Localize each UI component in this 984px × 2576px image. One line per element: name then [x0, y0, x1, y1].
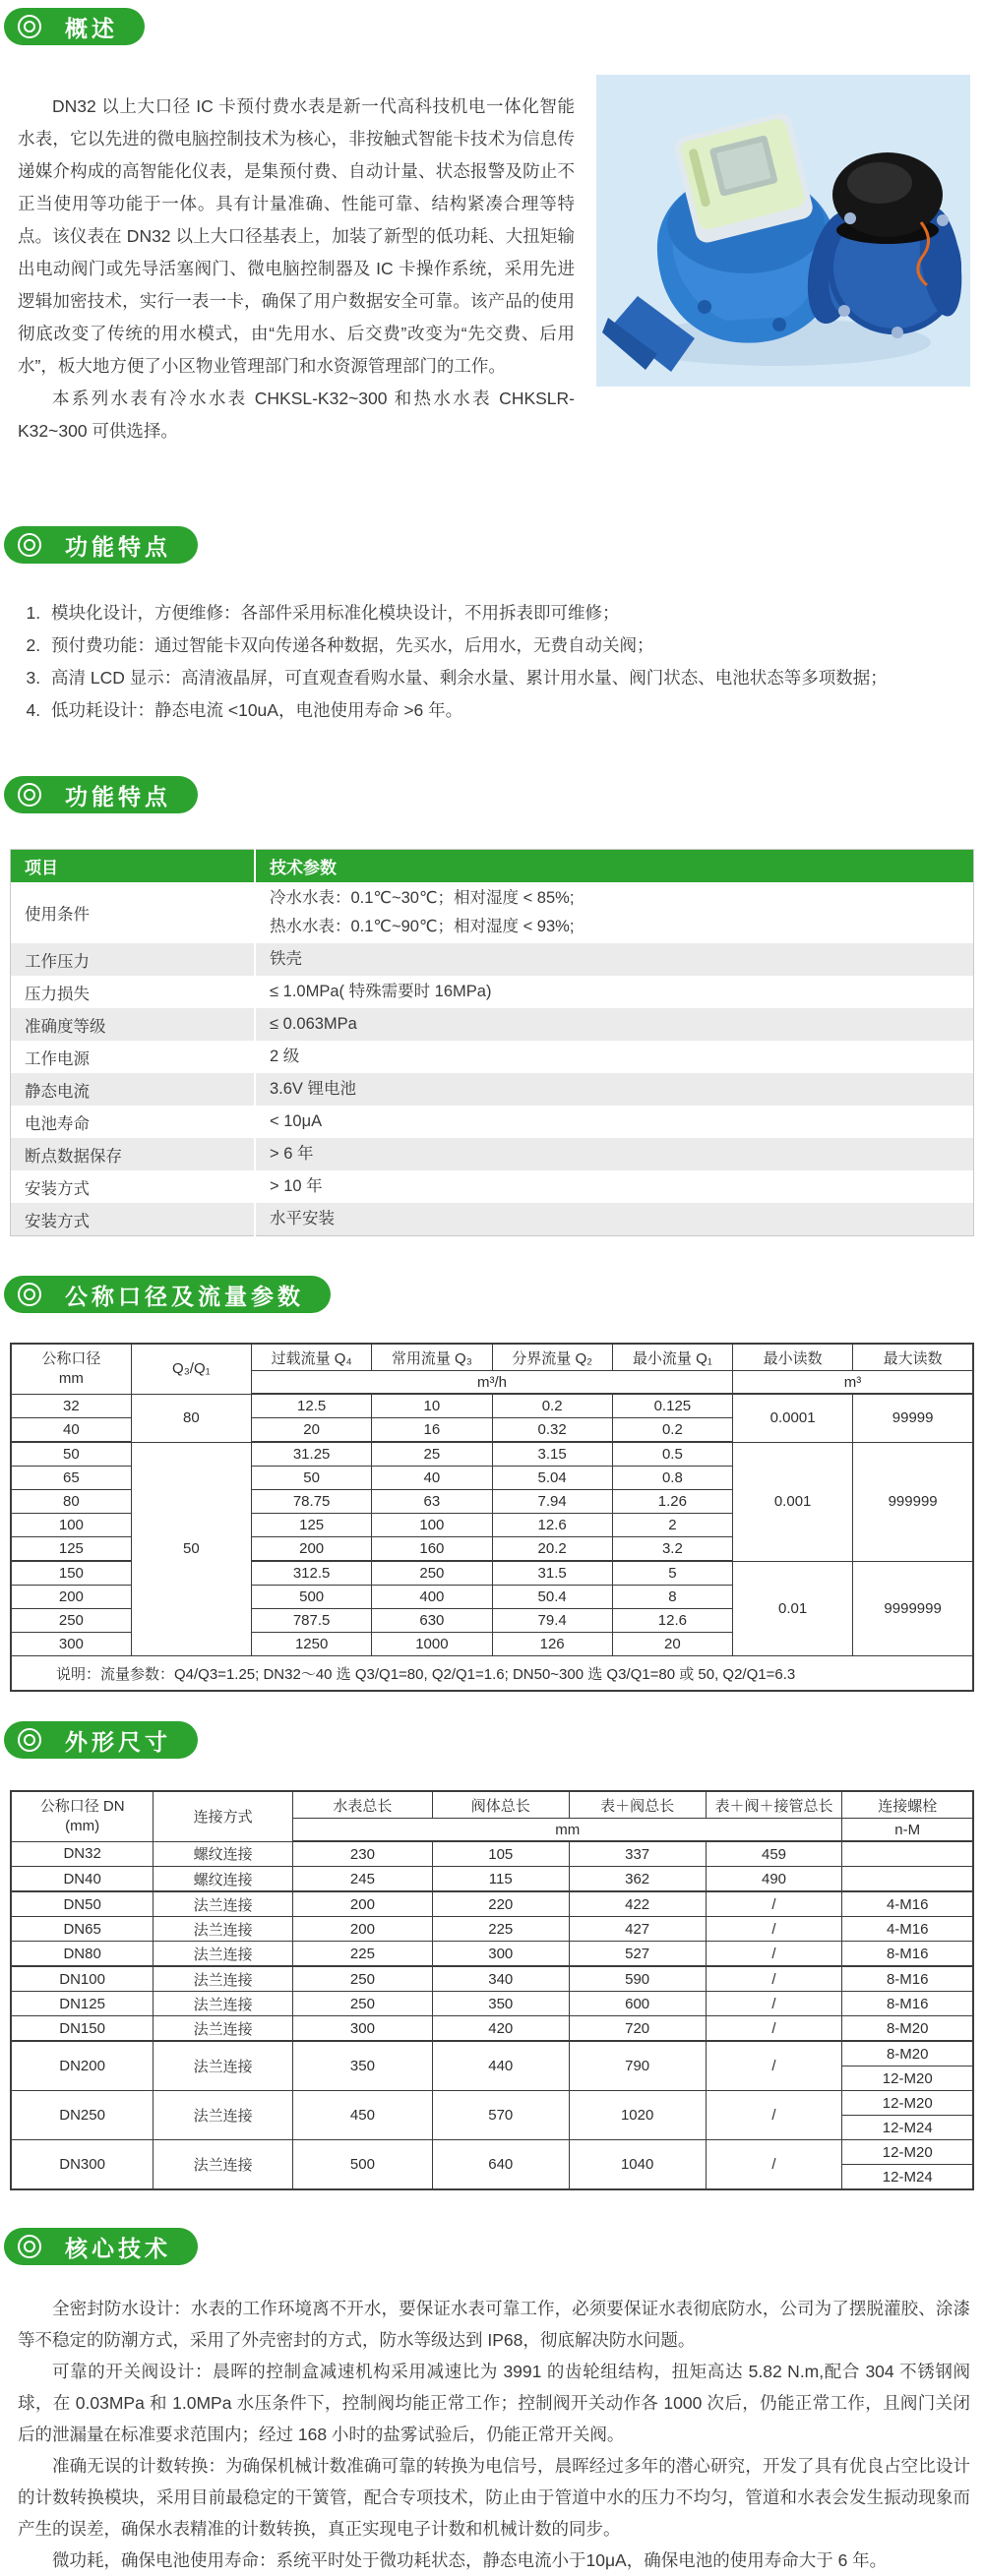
- overview-paragraph: DN32 以上大口径 IC 卡预付费水表是新一代高科技机电一体化智能水表，它以先进的微电脑控制技术为核心，非按触式智能卡技术为信息传递媒介构成的高智能化仪表，是集预付费、自动计量、状态报警及防止不正当使用等功能于一体。具有计量准确、性能可靠、结构紧凑合理等特点。该仪表在 DN32 以上大口径基表上，加装了新型的低功耗、大扭矩输出电动阀门或先导活塞阀门、微电脑控制器及 IC 卡操作系统，采用先进逻辑加密技术，实行一表一卡，确保了用户数据安全可靠。该产品的使用彻底改变了传统的用水模式，由“先用水、后交费”改变为“先交费、后用水”，板大地方便了小区物业管理部门和水资源管理部门的工作。: [18, 96, 575, 376]
- section-title: 公称口径及流量参数: [65, 1283, 304, 1309]
- flow-q2-cell: 3.15: [492, 1442, 612, 1467]
- flow-dn-cell: 100: [11, 1514, 131, 1537]
- core-tech-paragraph: 微功耗，确保电池使用寿命：系统平时处于微功耗状态，静态电流小于10μA，确保电池的使用寿命大于 6 年。: [52, 2550, 888, 2570]
- flow-q2-cell: 12.6: [492, 1514, 612, 1537]
- double-circle-icon: [18, 783, 41, 807]
- section-title: 功能特点: [65, 783, 171, 809]
- tech-param-row: [11, 943, 974, 976]
- tech-value-cell: 水平安装: [270, 1210, 335, 1228]
- dims-conn-cell: 法兰连接: [154, 2091, 293, 2140]
- dims-row: [11, 2140, 973, 2165]
- flow-q1-cell: 12.6: [612, 1609, 732, 1633]
- flow-q4-cell: 31.25: [252, 1442, 372, 1467]
- flow-q2-cell: 0.32: [492, 1418, 612, 1443]
- flow-header-dn-label: 公称口径: [41, 1349, 101, 1367]
- dims-conn-cell: 法兰连接: [154, 1992, 293, 2016]
- tech-item-cell: 工作压力: [11, 943, 256, 976]
- flow-q4-cell: 125: [252, 1514, 372, 1537]
- dims-dn-cell: DN150: [11, 2016, 154, 2042]
- flow-q4-cell: 78.75: [252, 1490, 372, 1514]
- dims-header-dn-label: 公称口径 DN: [39, 1797, 125, 1815]
- dims-bolts-cell: [842, 1841, 973, 1867]
- flow-note-row: [11, 1656, 973, 1692]
- dims-total-len-cell: /: [706, 2091, 842, 2140]
- section-badge-overview: [4, 8, 145, 45]
- dims-meter-valve-len-cell: 422: [569, 1891, 706, 1917]
- dims-row: [11, 2016, 973, 2042]
- flow-header-dn-unit: mm: [58, 1369, 84, 1387]
- section-title: 核心技术: [65, 2235, 171, 2261]
- tech-param-row: [11, 1138, 974, 1170]
- section-core-tech: [0, 2190, 984, 2576]
- overview-paragraph: 本系列水表有冷水水表 CHKSL-K32~300 和热水水表 CHKSLR-K32~300 可供选择。: [18, 389, 575, 441]
- section-badge-dimensions: [4, 1721, 198, 1759]
- core-tech-paragraph: 可靠的开关阀设计：晨晖的控制盒减速机构采用减速比为 3991 的齿轮组结构，扭矩高达 5.82 N.m,配合 304 不锈钢阀球，在 0.03MPa 和 1.0MPa 水压条件下，控制阀均能正常工作；控制阀开关动作各 1000 次后，仍能正常工作，且阀门关闭后的泄漏量在标准要求范围内；经过 168 小时的盐雾试验后，仍能正常开关阀。: [18, 2362, 970, 2444]
- flow-q1-cell: 20: [612, 1633, 732, 1656]
- tech-item-cell: 压力损失: [11, 976, 256, 1008]
- dims-conn-cell: 法兰连接: [154, 1917, 293, 1942]
- dims-dn-cell: DN40: [11, 1867, 154, 1892]
- feature-item: 2. 预付费功能：通过智能卡双向传递各种数据，先买水，后用水，无费自动关阀；: [45, 629, 970, 662]
- flow-q4-cell: 200: [252, 1537, 372, 1562]
- dims-dn-cell: DN200: [11, 2041, 154, 2091]
- flow-min-reading-cell: 0.0001: [733, 1394, 853, 1442]
- tech-param-row: [11, 1203, 974, 1236]
- dims-meter-len-cell: 350: [293, 2041, 433, 2091]
- section-tech-params: [0, 727, 984, 1236]
- flow-q3-cell: 10: [372, 1394, 492, 1418]
- flow-header-row: [11, 1344, 973, 1371]
- tech-value-cell: ≤ 1.0MPa( 特殊需要时 16MPa): [270, 983, 492, 1000]
- double-circle-icon: [18, 1728, 41, 1752]
- dims-meter-valve-len-cell: 1040: [569, 2140, 706, 2190]
- tech-value-cell: > 6 年: [270, 1145, 314, 1163]
- tech-params-rows: [11, 882, 974, 1236]
- flow-dn-cell: 300: [11, 1633, 131, 1656]
- tech-item-cell: 使用条件: [11, 882, 256, 943]
- flow-q4-cell: 20: [252, 1418, 372, 1443]
- dims-table-body: [11, 1841, 973, 2189]
- dims-valve-len-cell: 350: [432, 1992, 569, 2016]
- tech-param-row: [11, 1073, 974, 1106]
- flow-q4-cell: 50: [252, 1467, 372, 1490]
- double-circle-icon: [18, 533, 41, 557]
- flow-ratio-cell: 50: [131, 1442, 251, 1656]
- dims-header-dn: [11, 1791, 154, 1841]
- double-circle-icon: [18, 2235, 41, 2258]
- flow-q3-cell: 400: [372, 1586, 492, 1609]
- flow-header-q4: 过载流量 Q₄: [252, 1344, 372, 1371]
- dims-row: [11, 1891, 973, 1917]
- tech-item-cell: 工作电源: [11, 1041, 256, 1073]
- dims-meter-len-cell: 230: [293, 1841, 433, 1867]
- dims-header-meter-valve-len: 表＋阀总长: [569, 1791, 706, 1819]
- section-badge-core-tech: [4, 2228, 198, 2265]
- flow-q2-cell: 31.5: [492, 1561, 612, 1586]
- dims-meter-len-cell: 500: [293, 2140, 433, 2190]
- tech-param-row: [11, 976, 974, 1008]
- tech-item-cell: 静态电流: [11, 1073, 256, 1106]
- flow-min-reading-cell: 0.001: [733, 1442, 853, 1561]
- dims-meter-len-cell: 200: [293, 1917, 433, 1942]
- dims-header-meter-len: 水表总长: [293, 1791, 433, 1819]
- flow-q3-cell: 63: [372, 1490, 492, 1514]
- dims-dn-cell: DN300: [11, 2140, 154, 2190]
- section-title: 功能特点: [65, 533, 171, 560]
- dims-dn-cell: DN125: [11, 1992, 154, 2016]
- flow-note-cell: 说明：流量参数：Q4/Q3=1.25; DN32～40 选 Q3/Q1=80, Q2/Q1=1.6; DN50~300 选 Q3/Q1=80 或 50, Q2/Q1=6.3: [11, 1656, 973, 1692]
- dims-meter-len-cell: 225: [293, 1942, 433, 1967]
- tech-item-cell: 电池寿命: [11, 1106, 256, 1138]
- flow-dn-cell: 200: [11, 1586, 131, 1609]
- flow-ratio-cell: 80: [131, 1394, 251, 1442]
- dims-bolts-cell: 8-M16: [842, 1992, 973, 2016]
- flow-dn-cell: 50: [11, 1442, 131, 1467]
- feature-item: 4. 低功耗设计：静态电流 <10uA，电池使用寿命 >6 年。: [45, 694, 970, 727]
- tech-value-cell: 2 级: [270, 1048, 300, 1065]
- dims-meter-valve-len-cell: 1020: [569, 2091, 706, 2140]
- dims-row: [11, 1867, 973, 1892]
- dims-meter-len-cell: 300: [293, 2016, 433, 2042]
- flow-max-reading-cell: 999999: [853, 1442, 973, 1561]
- dims-dn-cell: DN250: [11, 2091, 154, 2140]
- flow-min-reading-cell: 0.01: [733, 1561, 853, 1656]
- flow-q3-cell: 160: [372, 1537, 492, 1562]
- dims-meter-len-cell: 245: [293, 1867, 433, 1892]
- flow-q1-cell: 0.2: [612, 1418, 732, 1443]
- dims-total-len-cell: /: [706, 2140, 842, 2190]
- dims-valve-len-cell: 340: [432, 1966, 569, 1992]
- dims-bolts-cell: 4-M16: [842, 1917, 973, 1942]
- dims-valve-len-cell: 220: [432, 1891, 569, 1917]
- dims-valve-len-cell: 640: [432, 2140, 569, 2190]
- flow-q2-cell: 20.2: [492, 1537, 612, 1562]
- flow-q3-cell: 630: [372, 1609, 492, 1633]
- dims-meter-len-cell: 450: [293, 2091, 433, 2140]
- tech-param-row: [11, 882, 974, 943]
- dims-conn-cell: 螺纹连接: [154, 1867, 293, 1892]
- tech-params-table: [10, 849, 974, 1236]
- tech-value-cell: 铁壳: [270, 950, 302, 968]
- section-features: [0, 526, 984, 727]
- flow-dn-cell: 40: [11, 1418, 131, 1443]
- flow-q1-cell: 0.125: [612, 1394, 732, 1418]
- dims-total-len-cell: /: [706, 1917, 842, 1942]
- dims-header-bolts: 连接螺栓: [842, 1791, 973, 1819]
- section-overview: [0, 0, 984, 448]
- section-badge-flow-params: [4, 1276, 331, 1313]
- dims-valve-len-cell: 105: [432, 1841, 569, 1867]
- dims-row: [11, 1841, 973, 1867]
- features-list: [18, 597, 970, 727]
- section-flow-params: [0, 1236, 984, 1692]
- double-circle-icon: [18, 15, 41, 38]
- flow-q1-cell: 3.2: [612, 1537, 732, 1562]
- dims-meter-valve-len-cell: 337: [569, 1841, 706, 1867]
- flow-header-ratio: Q₃/Q₁: [131, 1344, 251, 1394]
- flow-header-q3: 常用流量 Q₃: [372, 1344, 492, 1371]
- dims-row: [11, 2041, 973, 2067]
- dims-valve-len-cell: 300: [432, 1942, 569, 1967]
- dims-valve-len-cell: 420: [432, 2016, 569, 2042]
- flow-row: [11, 1442, 973, 1467]
- dims-bolts-cell: 12-M20: [842, 2067, 973, 2091]
- flow-unit-reading: m³: [733, 1371, 974, 1395]
- tech-param-row: [11, 1041, 974, 1073]
- dims-bolts-cell: 8-M20: [842, 2041, 973, 2067]
- flow-dn-cell: 250: [11, 1609, 131, 1633]
- dims-bolts-cell: [842, 1867, 973, 1892]
- dims-row: [11, 1942, 973, 1967]
- flow-header-max-reading: 最大读数: [853, 1344, 973, 1371]
- flow-q2-cell: 0.2: [492, 1394, 612, 1418]
- dims-meter-valve-len-cell: 790: [569, 2041, 706, 2091]
- dims-row: [11, 1966, 973, 1992]
- dims-bolts-cell: 12-M24: [842, 2165, 973, 2190]
- flow-q1-cell: 0.5: [612, 1442, 732, 1467]
- flow-row: [11, 1394, 973, 1418]
- product-photo: [596, 75, 970, 387]
- feature-item: 1. 模块化设计，方便维修：各部件采用标准化模块设计，不用拆表即可维修；: [45, 597, 970, 629]
- tech-header-item: 项目: [11, 850, 256, 883]
- dims-total-len-cell: /: [706, 1942, 842, 1967]
- section-badge-features: [4, 526, 198, 564]
- flow-q1-cell: 1.26: [612, 1490, 732, 1514]
- tech-item-cell: 准确度等级: [11, 1008, 256, 1041]
- flow-dn-cell: 150: [11, 1561, 131, 1586]
- tech-item-cell: 断点数据保存: [11, 1138, 256, 1170]
- flow-q1-cell: 2: [612, 1514, 732, 1537]
- dims-dn-cell: DN32: [11, 1841, 154, 1867]
- dims-meter-len-cell: 250: [293, 1966, 433, 1992]
- dims-unit-bolts: n-M: [842, 1819, 973, 1842]
- flow-dn-cell: 65: [11, 1467, 131, 1490]
- tech-value-cell: ≤ 0.063MPa: [270, 1015, 357, 1033]
- dims-header-total-len: 表＋阀＋接管总长: [706, 1791, 842, 1819]
- flow-q3-cell: 100: [372, 1514, 492, 1537]
- flow-q4-cell: 787.5: [252, 1609, 372, 1633]
- flow-q1-cell: 0.8: [612, 1467, 732, 1490]
- flow-q3-cell: 25: [372, 1442, 492, 1467]
- section-title: 概述: [65, 15, 118, 41]
- tech-params-header-row: [11, 850, 974, 883]
- flow-q4-cell: 312.5: [252, 1561, 372, 1586]
- dimensions-table: [10, 1790, 974, 2190]
- flow-dn-cell: 125: [11, 1537, 131, 1562]
- flow-q2-cell: 7.94: [492, 1490, 612, 1514]
- dims-meter-valve-len-cell: 720: [569, 2016, 706, 2042]
- flow-q2-cell: 126: [492, 1633, 612, 1656]
- dims-bolts-cell: 12-M20: [842, 2091, 973, 2116]
- dims-valve-len-cell: 570: [432, 2091, 569, 2140]
- dims-valve-len-cell: 115: [432, 1867, 569, 1892]
- dims-conn-cell: 法兰连接: [154, 1891, 293, 1917]
- flow-q2-cell: 79.4: [492, 1609, 612, 1633]
- dims-total-len-cell: /: [706, 1891, 842, 1917]
- dims-conn-cell: 法兰连接: [154, 1966, 293, 1992]
- flow-q3-cell: 1000: [372, 1633, 492, 1656]
- tech-param-row: [11, 1106, 974, 1138]
- core-tech-paragraph: 全密封防水设计：水表的工作环境离不开水，要保证水表可靠工作，必须要保证水表彻底防水，公司为了摆脱灌胶、涂漆等不稳定的防潮方式，采用了外壳密封的方式，防水等级达到 IP68，彻底解决防水问题。: [18, 2299, 970, 2350]
- dims-total-len-cell: 490: [706, 1867, 842, 1892]
- flow-q4-cell: 1250: [252, 1633, 372, 1656]
- dims-bolts-cell: 4-M16: [842, 1891, 973, 1917]
- dims-meter-len-cell: 250: [293, 1992, 433, 2016]
- dims-valve-len-cell: 440: [432, 2041, 569, 2091]
- tech-value-cell: 3.6V 锂电池: [270, 1080, 357, 1098]
- overview-paragraphs: [18, 90, 575, 448]
- dims-dn-cell: DN65: [11, 1917, 154, 1942]
- flow-dn-cell: 32: [11, 1394, 131, 1418]
- dims-total-len-cell: /: [706, 1992, 842, 2016]
- flow-q4-cell: 12.5: [252, 1394, 372, 1418]
- flow-header-q2: 分界流量 Q₂: [492, 1344, 612, 1371]
- tech-item-cell: 安装方式: [11, 1170, 256, 1203]
- tech-value-cell: < 10μA: [270, 1112, 323, 1130]
- dims-bolts-cell: 8-M16: [842, 1942, 973, 1967]
- dims-conn-cell: 法兰连接: [154, 2016, 293, 2042]
- dims-conn-cell: 法兰连接: [154, 2140, 293, 2190]
- dims-conn-cell: 法兰连接: [154, 2041, 293, 2091]
- dims-dn-cell: DN50: [11, 1891, 154, 1917]
- flow-header-min-reading: 最小读数: [733, 1344, 853, 1371]
- dims-meter-len-cell: 200: [293, 1891, 433, 1917]
- dims-row: [11, 1992, 973, 2016]
- tech-header-value: 技术参数: [255, 850, 974, 883]
- section-dimensions: [0, 1692, 984, 2190]
- dims-bolts-cell: 12-M24: [842, 2116, 973, 2140]
- flow-q3-cell: 16: [372, 1418, 492, 1443]
- overview-body: [18, 90, 970, 448]
- tech-value-cell: 冷水水表：0.1℃~30℃；相对湿度 < 85%; 热水水表：0.1℃~90℃；相对湿度 < 93%;: [270, 889, 575, 935]
- dims-unit-mm: mm: [293, 1819, 842, 1842]
- blue-water-meter-photo: [596, 75, 970, 387]
- tech-param-row: [11, 1170, 974, 1203]
- dims-total-len-cell: /: [706, 1966, 842, 1992]
- flow-dn-cell: 80: [11, 1490, 131, 1514]
- dims-dn-cell: DN100: [11, 1966, 154, 1992]
- dims-row: [11, 2091, 973, 2116]
- flow-unit-flow: m³/h: [252, 1371, 733, 1395]
- dims-meter-valve-len-cell: 590: [569, 1966, 706, 1992]
- dims-bolts-cell: 8-M20: [842, 2016, 973, 2042]
- flow-q3-cell: 250: [372, 1561, 492, 1586]
- dims-header-valve-len: 阀体总长: [432, 1791, 569, 1819]
- dims-dn-cell: DN80: [11, 1942, 154, 1967]
- tech-value-cell: > 10 年: [270, 1177, 323, 1195]
- dims-conn-cell: 法兰连接: [154, 1942, 293, 1967]
- flow-header-q1: 最小流量 Q₁: [612, 1344, 732, 1371]
- flow-q2-cell: 50.4: [492, 1586, 612, 1609]
- flow-q2-cell: 5.04: [492, 1467, 612, 1490]
- core-tech-paragraph: 准确无误的计数转换：为确保机械计数准确可靠的转换为电信号，晨晖经过多年的潜心研究，开发了具有优良占空比设计的计数转换模块，采用目前最稳定的干簧管，配合专项技术，防止由于管道中水的压力不均匀，管道和水表会发生振动现象而产生的误差，确保水表精准的计数转换，真正实现电子计数和机械计数的同步。: [18, 2456, 970, 2539]
- flow-table-body: [11, 1394, 973, 1691]
- flow-q1-cell: 5: [612, 1561, 732, 1586]
- flow-q1-cell: 8: [612, 1586, 732, 1609]
- dims-bolts-cell: 12-M20: [842, 2140, 973, 2165]
- core-tech-paragraphs: [18, 2293, 970, 2576]
- dims-meter-valve-len-cell: 600: [569, 1992, 706, 2016]
- flow-q4-cell: 500: [252, 1586, 372, 1609]
- dims-meter-valve-len-cell: 362: [569, 1867, 706, 1892]
- section-title: 外形尺寸: [65, 1728, 171, 1755]
- flow-header-dn: [11, 1344, 131, 1394]
- flow-q3-cell: 40: [372, 1467, 492, 1490]
- dims-total-len-cell: /: [706, 2016, 842, 2042]
- dims-total-len-cell: 459: [706, 1841, 842, 1867]
- flow-max-reading-cell: 99999: [853, 1394, 973, 1442]
- tech-param-row: [11, 1008, 974, 1041]
- dims-valve-len-cell: 225: [432, 1917, 569, 1942]
- dims-meter-valve-len-cell: 527: [569, 1942, 706, 1967]
- flow-max-reading-cell: 9999999: [853, 1561, 973, 1656]
- dims-row: [11, 1917, 973, 1942]
- dims-meter-valve-len-cell: 427: [569, 1917, 706, 1942]
- dims-bolts-cell: 8-M16: [842, 1966, 973, 1992]
- dims-total-len-cell: /: [706, 2041, 842, 2091]
- tech-item-cell: 安装方式: [11, 1203, 256, 1236]
- dims-header-row: [11, 1791, 973, 1819]
- section-badge-tech-params: [4, 776, 198, 813]
- dims-header-conn: 连接方式: [154, 1791, 293, 1841]
- double-circle-icon: [18, 1283, 41, 1306]
- flow-params-table: [10, 1343, 974, 1692]
- dims-conn-cell: 螺纹连接: [154, 1841, 293, 1867]
- dims-header-dn-unit: (mm): [65, 1817, 100, 1834]
- feature-item: 3. 高清 LCD 显示：高清液晶屏，可直观查看购水量、剩余水量、累计用水量、阀门状态、电池状态等多项数据；: [45, 662, 970, 694]
